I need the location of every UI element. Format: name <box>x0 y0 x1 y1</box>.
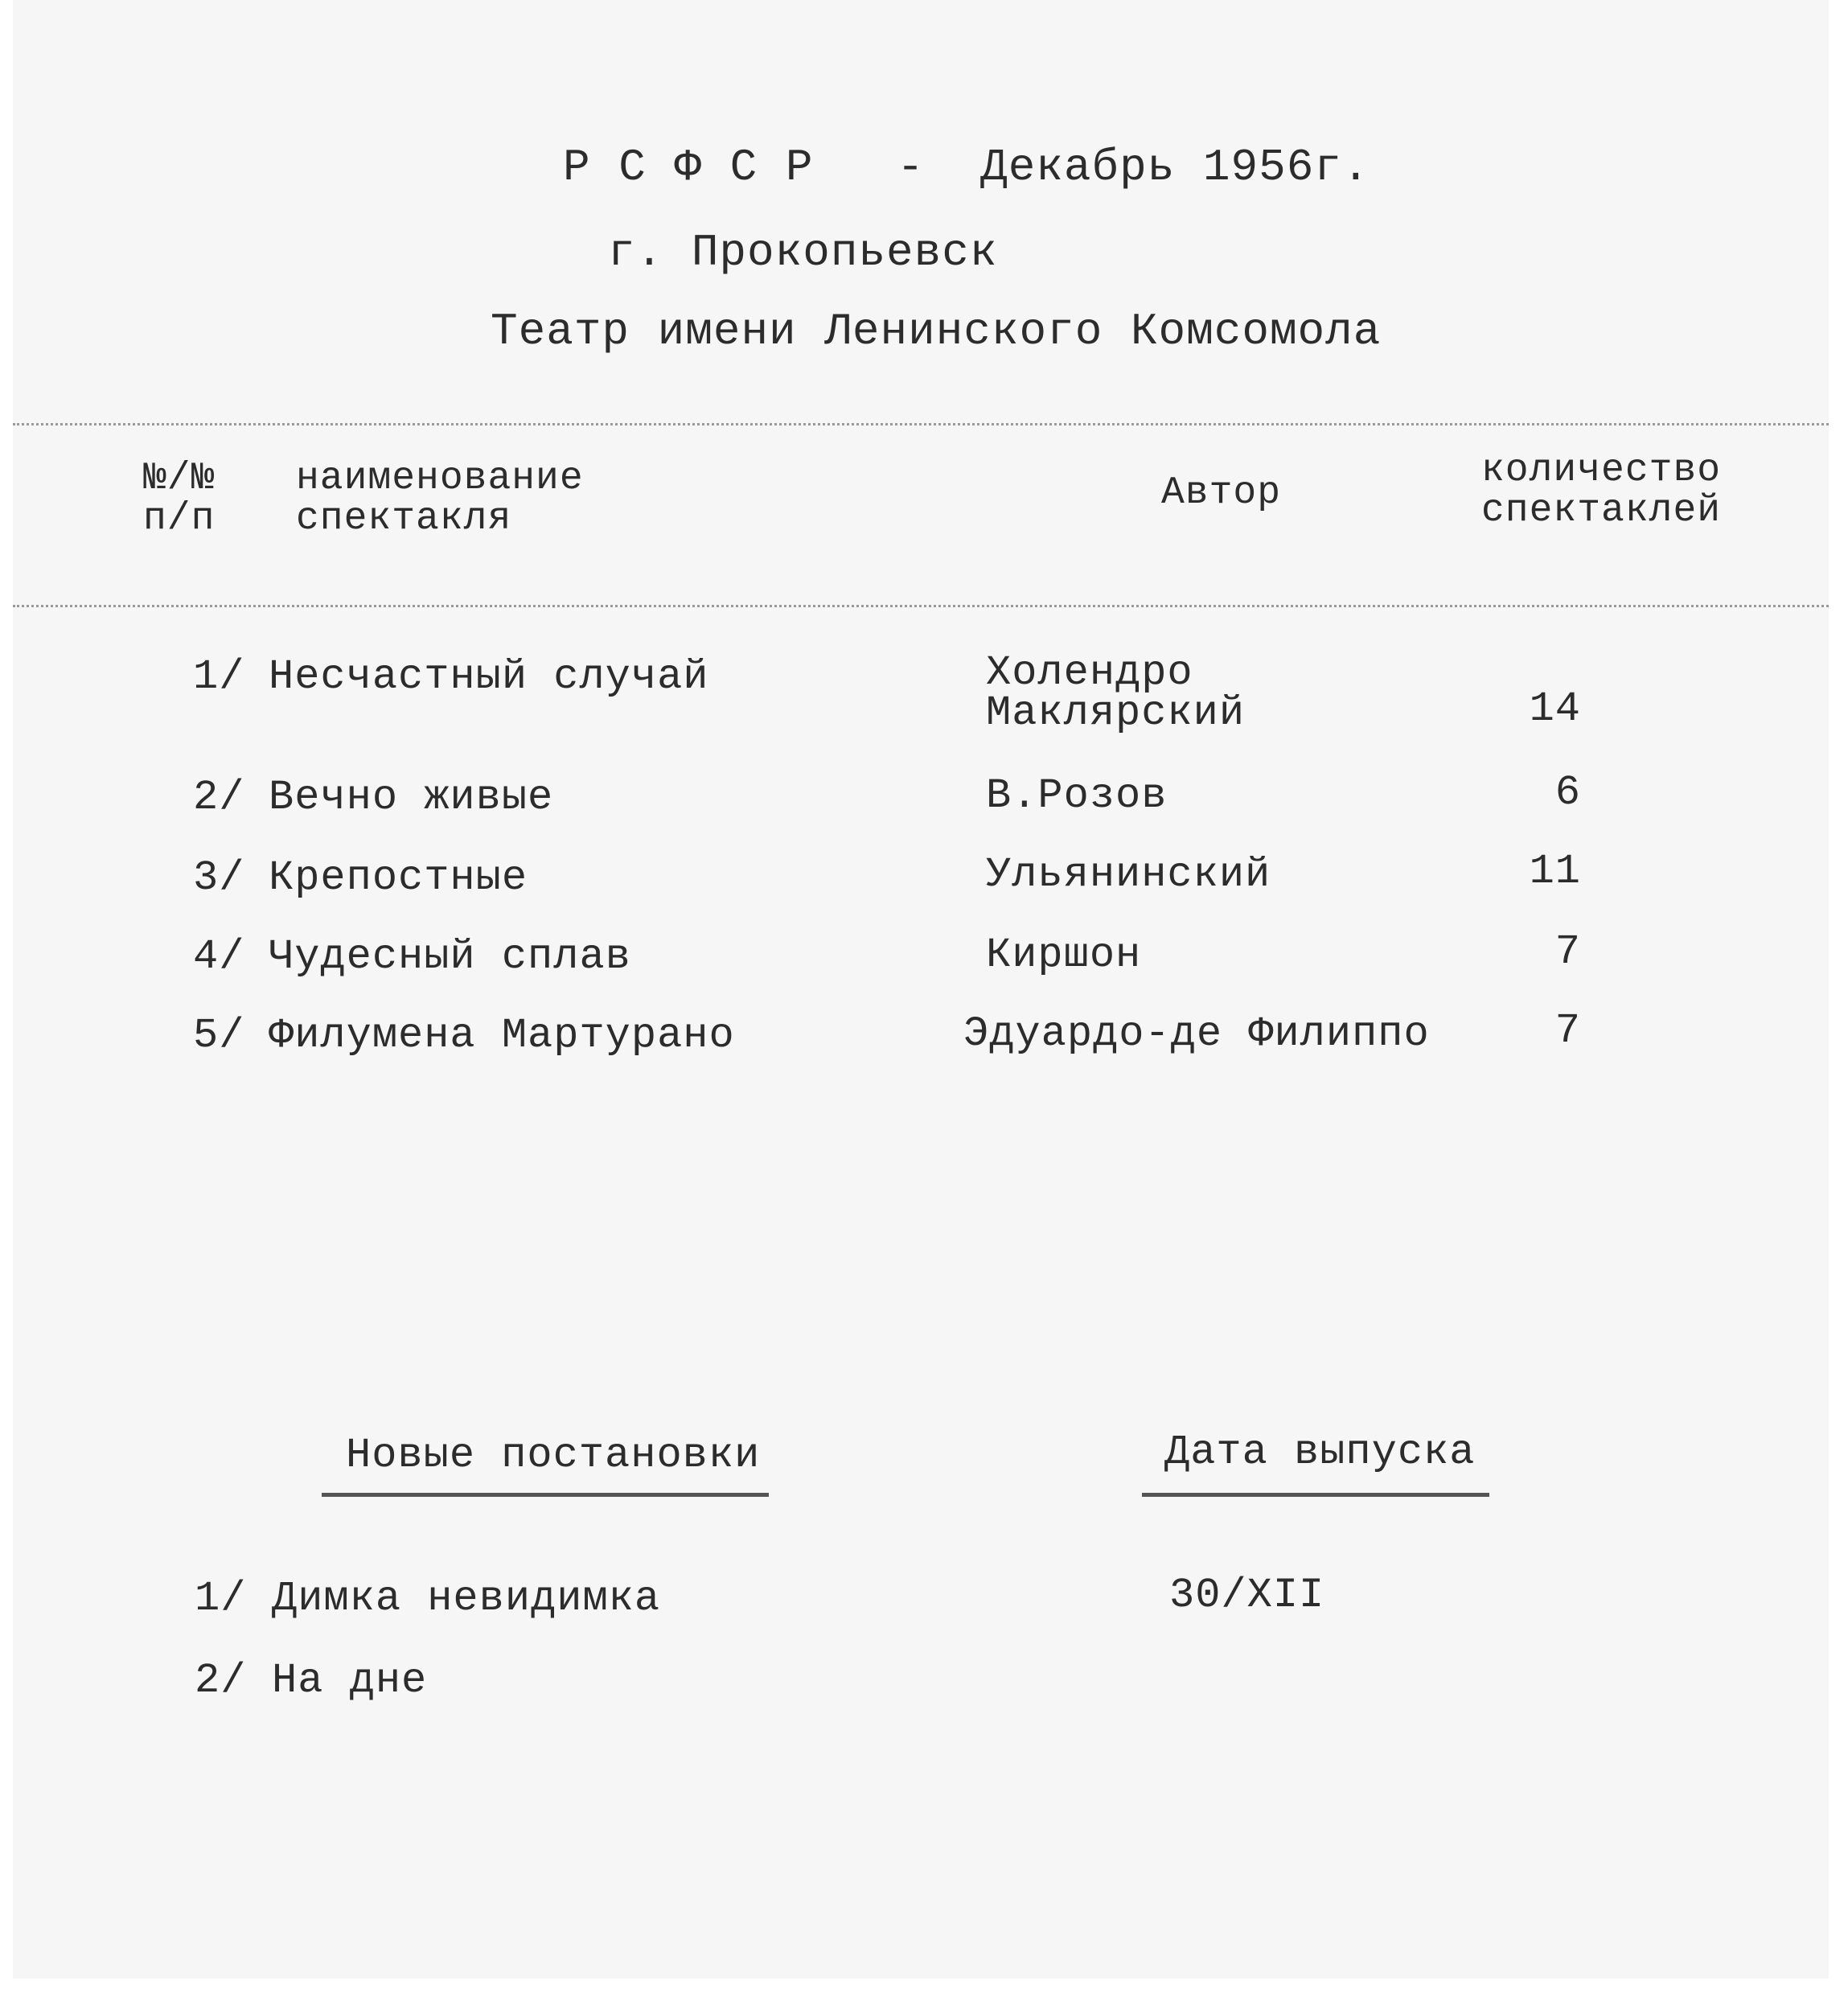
row-3-author: Ульянинский <box>986 851 1271 898</box>
row-1-number: 1/ <box>193 653 245 701</box>
document-page <box>13 0 1829 1979</box>
row-5-count: 7 <box>1554 1007 1581 1054</box>
row-4-number: 4/ <box>193 933 245 980</box>
table-header-rule <box>13 605 1829 607</box>
new-productions-underline <box>322 1493 769 1497</box>
column-header-title: наименование спектакля <box>296 457 584 540</box>
new-item-1-date: 30/XII <box>1169 1572 1325 1619</box>
row-4-author: Киршон <box>986 931 1142 979</box>
row-5-author: Эдуардо-де Филиппо <box>963 1010 1430 1058</box>
new-item-2-number: 2/ <box>195 1657 247 1704</box>
row-2-author: В.Розов <box>986 772 1168 820</box>
row-5-number: 5/ <box>193 1012 245 1059</box>
release-date-underline <box>1142 1493 1489 1497</box>
column-header-count: количество спектаклей <box>1481 449 1722 532</box>
row-3-title: Крепостные <box>269 854 528 902</box>
new-item-1-title: Димка невидимка <box>272 1575 661 1622</box>
table-top-rule <box>13 423 1829 425</box>
column-header-author: Автор <box>1161 471 1282 515</box>
row-1-author: Холендро Маклярский <box>986 649 1246 737</box>
row-2-number: 2/ <box>193 774 245 821</box>
row-1-count: 14 <box>1529 685 1581 733</box>
row-4-count: 7 <box>1554 928 1581 976</box>
column-header-number: №/№ п/п <box>143 457 216 540</box>
row-1-title: Несчастный случай <box>269 653 709 701</box>
new-item-1-number: 1/ <box>195 1575 247 1622</box>
row-4-title: Чудесный сплав <box>269 933 631 980</box>
new-item-2-title: На дне <box>272 1657 428 1704</box>
row-3-count: 11 <box>1529 848 1581 895</box>
row-3-number: 3/ <box>193 854 245 902</box>
row-2-count: 6 <box>1554 769 1581 816</box>
doc-header-city: г. Прокопьевск <box>608 227 998 278</box>
row-5-title: Филумена Мартурано <box>269 1012 735 1059</box>
new-productions-heading: Новые постановки <box>346 1432 761 1479</box>
row-2-title: Вечно живые <box>269 774 554 821</box>
release-date-heading: Дата выпуска <box>1164 1428 1476 1476</box>
doc-header-republic-date: Р С Ф С Р - Декабрь 1956г. <box>563 142 1370 193</box>
doc-header-theatre: Театр имени Ленинского Комсомола <box>491 306 1382 357</box>
